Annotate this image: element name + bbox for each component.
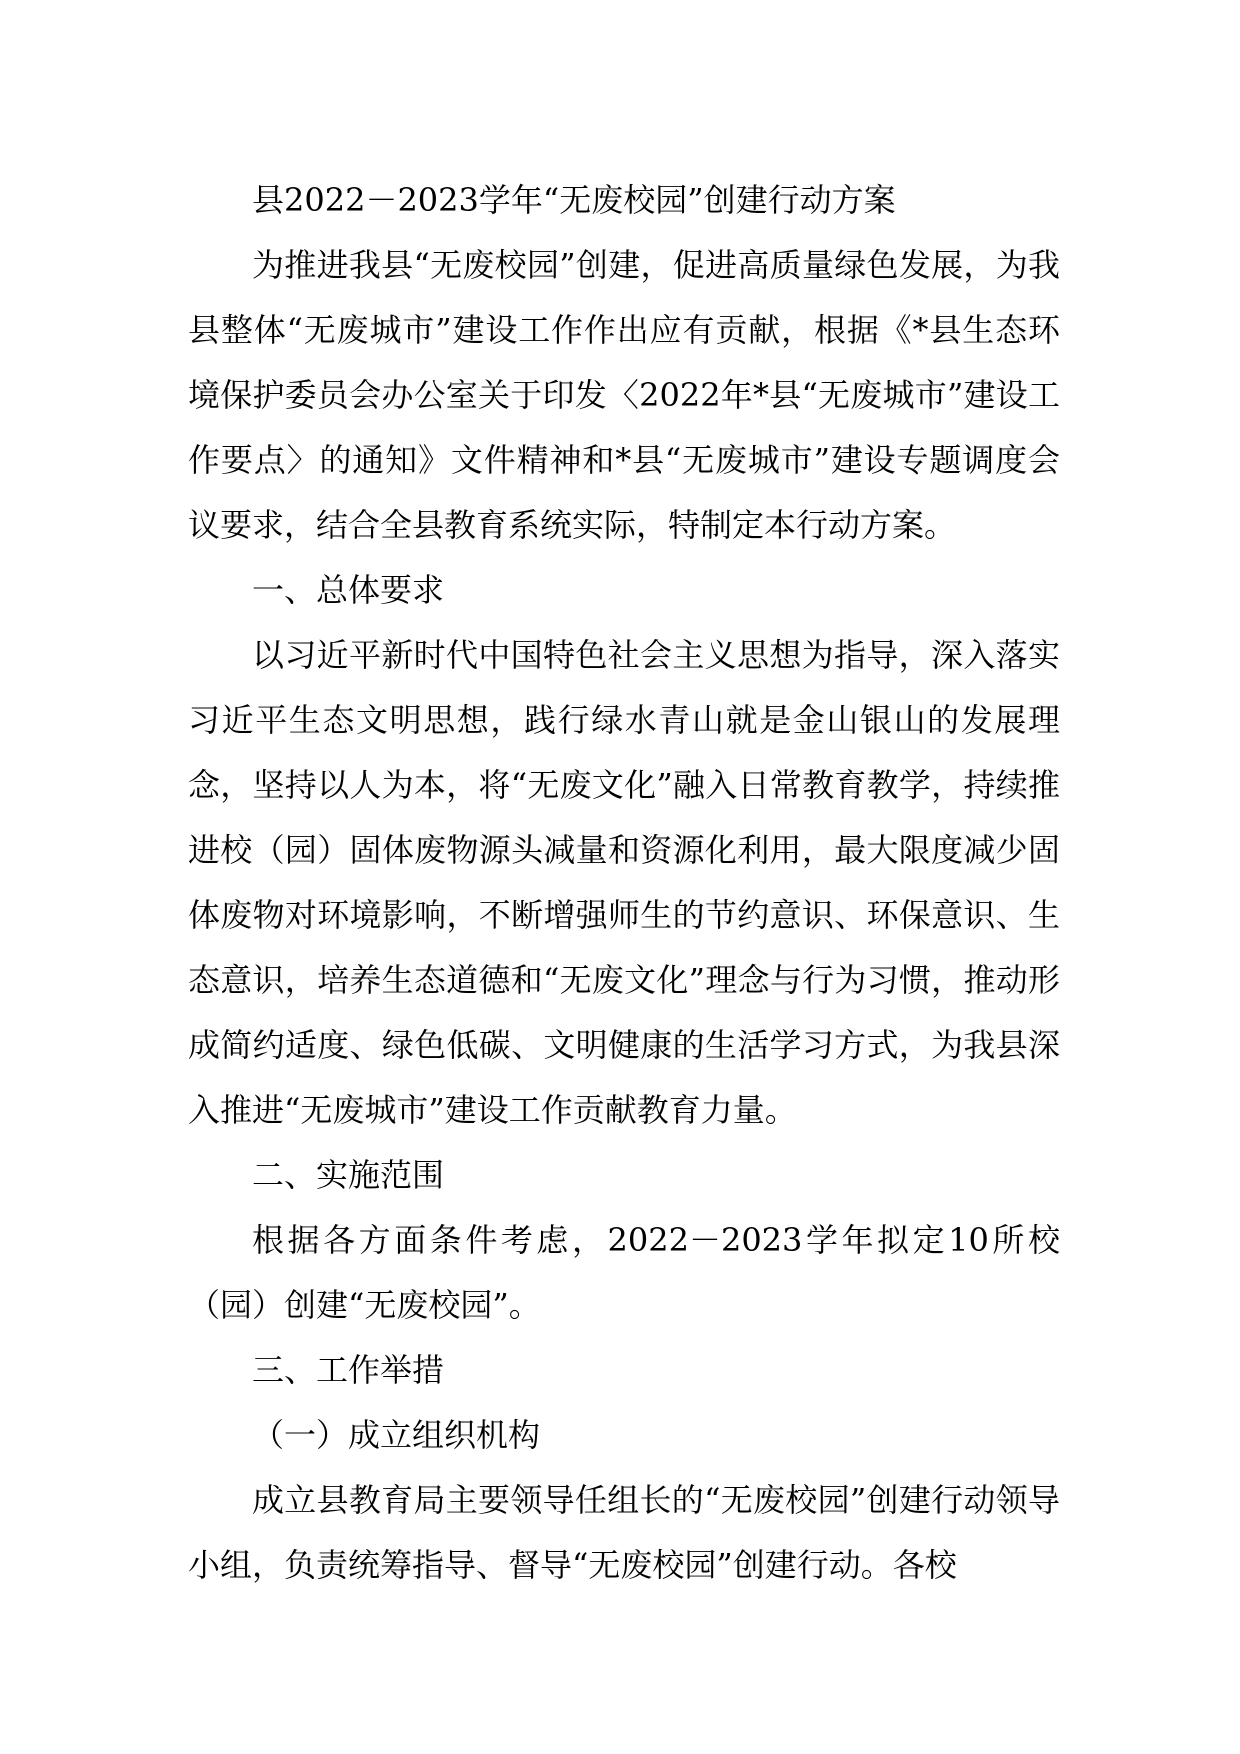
intro-paragraph: 为推进我县“无废校园”创建，促进高质量绿色发展，为我县整体“无废城市”建设工作作出应有贡献，根据《*县生态环境保护委员会办公室关于印发〈2022年*县“无废城市”建设工作要点〉的通知》文件精神和*县“无废城市”建设专题调度会议要求，结合全县教育系统实际，特制定本行动方案。: [188, 246, 1060, 544]
section-heading-measures: 三、工作举措: [252, 1351, 445, 1389]
subsection-heading-organization: （一）成立组织机构: [252, 1416, 541, 1454]
section-heading-scope: 二、实施范围: [252, 1156, 445, 1194]
organization-paragraph: 成立县教育局主要领导任组长的“无废校园”创建行动领导小组，负责统筹指导、督导“无废校园”创建行动。各校: [188, 1481, 1060, 1584]
section-heading-general-requirements: 一、总体要求: [252, 571, 445, 609]
document-title: 县2022－2023学年“无废校园”创建行动方案: [252, 181, 896, 219]
scope-paragraph: 根据各方面条件考虑，2022－2023学年拟定10所校（园）创建“无废校园”。: [188, 1221, 1060, 1324]
document-body: [188, 168, 1060, 1598]
general-requirements-paragraph: 以习近平新时代中国特色社会主义思想为指导，深入落实习近平生态文明思想，践行绿水青山就是金山银山的发展理念，坚持以人为本，将“无废文化”融入日常教育教学，持续推进校（园）固体废物源头减量和资源化利用，最大限度减少固体废物对环境影响，不断增强师生的节约意识、环保意识、生态意识，培养生态道德和“无废文化”理念与行为习惯，推动形成简约适度、绿色低碳、文明健康的生活学习方式，为我县深入推进“无废城市”建设工作贡献教育力量。: [188, 636, 1060, 1129]
